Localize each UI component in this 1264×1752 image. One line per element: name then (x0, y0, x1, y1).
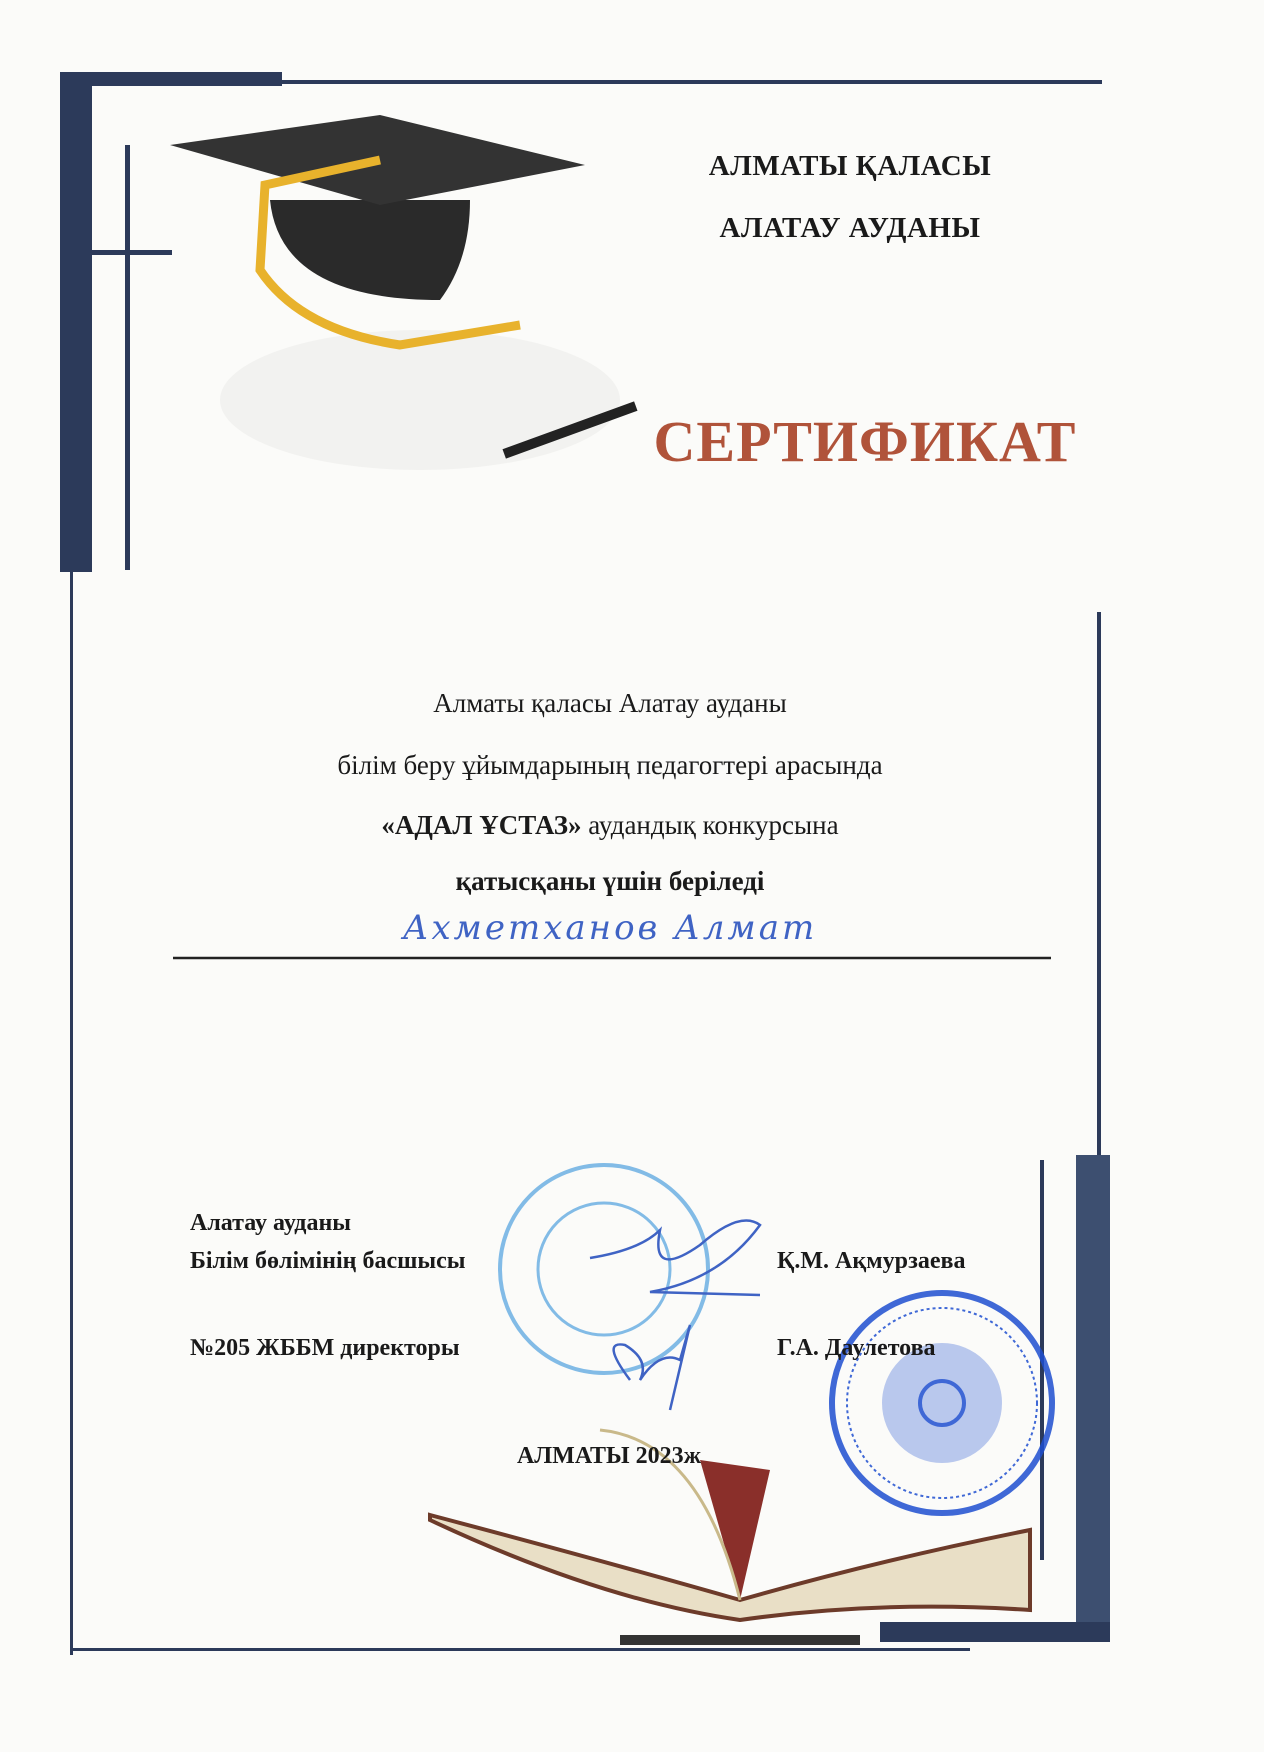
header-district: АЛАТАУ АУДАНЫ (719, 212, 981, 244)
certificate-title: СЕРТИФИКАТ (653, 409, 1077, 474)
district-stamp (500, 1165, 708, 1373)
school-stamp (832, 1293, 1052, 1513)
body-line-4: қатысқаны үшін беріледі (455, 866, 765, 896)
signatory-1-title-line1: Алатау ауданы (190, 1210, 352, 1236)
recipient-name: Ахметханов Алмат (402, 908, 818, 948)
body-line-1: Алматы қаласы Алатау ауданы (433, 688, 787, 718)
footer-place-year: АЛМАТЫ 2023ж (516, 1443, 702, 1469)
graduation-cap-icon (170, 115, 637, 470)
contest-name: «АДАЛ ҰСТАЗ» (381, 810, 582, 840)
signature-head (590, 1221, 760, 1296)
signatory-1-name: Қ.М. Ақмурзаева (777, 1248, 966, 1274)
body-line-3 (160, 810, 1060, 841)
body-line-2: білім беру ұйымдарының педагогтері арасында (337, 750, 883, 780)
signatory-2-name: Г.А. Даулетова (777, 1335, 936, 1361)
body-line-3-rest: аудандық конкурсына (581, 810, 839, 840)
header-city: АЛМАТЫ ҚАЛАСЫ (708, 150, 992, 182)
signature-director (614, 1325, 690, 1410)
signatory-1-title-line2: Білім бөлімінің басшысы (190, 1248, 466, 1274)
signatory-2-title: №205 ЖББМ директоры (190, 1335, 460, 1361)
